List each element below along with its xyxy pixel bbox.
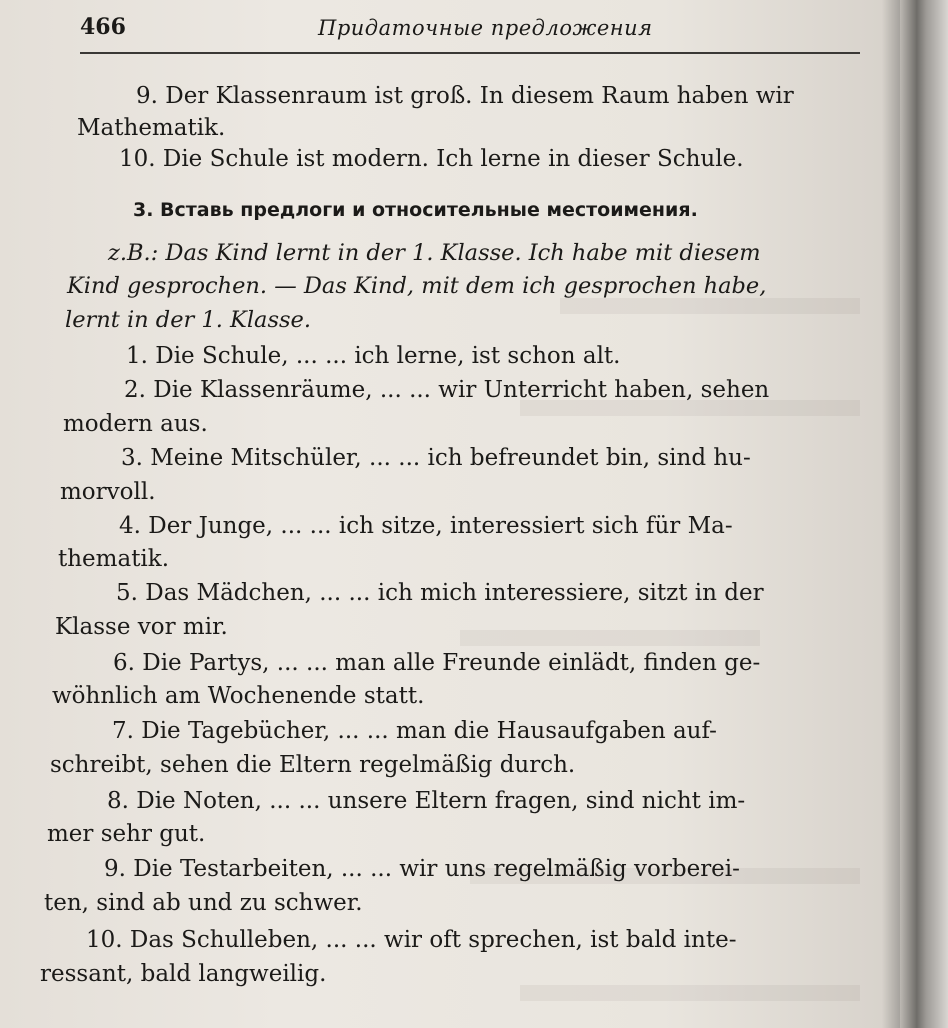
exercise-item: 7. Die Tagebücher, ... ... man die Hausaufgaben auf- bbox=[112, 718, 717, 744]
exercise-item-continuation: mer sehr gut. bbox=[47, 821, 206, 847]
exercise-item-continuation: thematik. bbox=[58, 546, 170, 572]
page-number: 466 bbox=[80, 14, 126, 40]
exercise-item-continuation: ten, sind ab und zu schwer. bbox=[44, 890, 363, 916]
exercise-item-continuation: morvoll. bbox=[60, 479, 156, 505]
exercise-heading: 3. Вставь предлоги и относительные местоимения. bbox=[133, 199, 698, 221]
exercise-item: 6. Die Partys, ... ... man alle Freunde einlädt, finden ge- bbox=[113, 650, 761, 676]
exercise-item-continuation: ressant, bald langweilig. bbox=[40, 961, 327, 987]
text-line: Mathematik. bbox=[77, 115, 226, 141]
text-line: 10. Die Schule ist modern. Ich lerne in dieser Schule. bbox=[119, 146, 744, 172]
exercise-item: 8. Die Noten, ... ... unsere Eltern fragen, sind nicht im- bbox=[107, 788, 746, 814]
example-line: Kind gesprochen. — Das Kind, mit dem ich gesprochen habe, bbox=[67, 273, 767, 299]
example-line: z.B.: Das Kind lernt in der 1. Klasse. Ich habe mit diesem bbox=[108, 240, 761, 266]
exercise-item: 5. Das Mädchen, ... ... ich mich interessiere, sitzt in der bbox=[116, 580, 764, 606]
exercise-item-continuation: modern aus. bbox=[63, 411, 208, 437]
example-line: lernt in der 1. Klasse. bbox=[65, 307, 312, 333]
exercise-item: 1. Die Schule, ... ... ich lerne, ist schon alt. bbox=[126, 343, 621, 369]
exercise-item: 9. Die Testarbeiten, ... ... wir uns regelmäßig vorberei- bbox=[104, 856, 740, 882]
exercise-item-continuation: wöhnlich am Wochenende statt. bbox=[52, 683, 425, 709]
text-line: 9. Der Klassenraum ist groß. In diesem Raum haben wir bbox=[136, 83, 794, 109]
exercise-item-continuation: schreibt, sehen die Eltern regelmäßig durch. bbox=[50, 752, 576, 778]
exercise-item: 2. Die Klassenräume, ... ... wir Unterricht haben, sehen bbox=[124, 377, 770, 403]
exercise-item: 10. Das Schulleben, ... ... wir oft sprechen, ist bald inte- bbox=[86, 927, 737, 953]
exercise-item-continuation: Klasse vor mir. bbox=[55, 614, 228, 640]
exercise-item: 4. Der Junge, ... ... ich sitze, interessiert sich für Ma- bbox=[119, 513, 733, 539]
running-title: Придаточные предложения bbox=[318, 16, 653, 40]
book-spine-shadow bbox=[900, 0, 948, 1028]
page-header bbox=[80, 12, 860, 54]
exercise-item: 3. Meine Mitschüler, ... ... ich befreundet bin, sind hu- bbox=[121, 445, 751, 471]
